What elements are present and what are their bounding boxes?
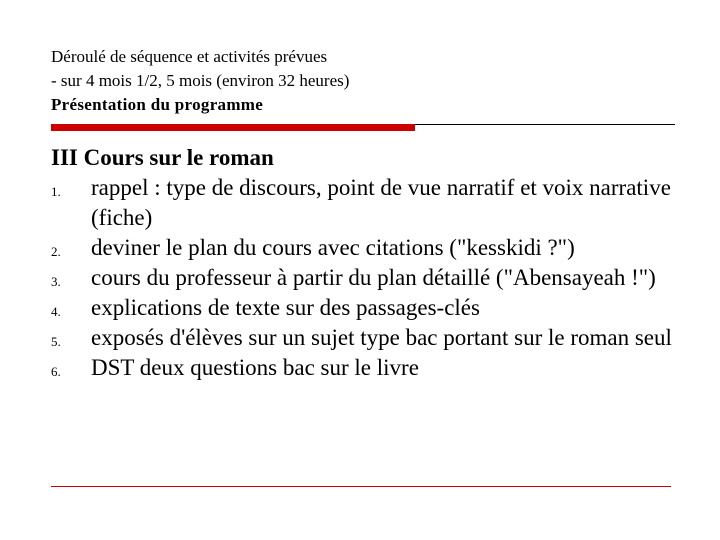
list-item	[51, 263, 691, 293]
list-item	[51, 323, 691, 353]
list-item-text: exposés d'élèves sur un sujet type bac portant sur le roman seul	[91, 325, 672, 350]
activity-list	[51, 173, 691, 383]
footer-divider	[51, 486, 671, 487]
list-item	[51, 173, 691, 233]
list-item-text: DST deux questions bac sur le livre	[91, 355, 419, 380]
list-item-number: 6.	[51, 364, 61, 379]
list-item-number: 4.	[51, 304, 61, 319]
list-item-text: explications de texte sur des passages-clés	[91, 295, 480, 320]
slide-header	[51, 45, 671, 117]
header-line-sequence: Déroulé de séquence et activités prévues	[51, 47, 328, 66]
list-item	[51, 233, 691, 263]
list-item	[51, 293, 691, 323]
list-item-number: 3.	[51, 274, 61, 289]
list-item-text: deviner le plan du cours avec citations ("kesskidi ?")	[91, 235, 575, 260]
list-item-number: 1.	[51, 184, 61, 199]
list-item-text: cours du professeur à partir du plan détaillé ("Abensayeah !")	[91, 265, 656, 290]
slide-content	[51, 143, 691, 383]
header-line-program: Présentation du programme	[51, 95, 264, 114]
list-item-number: 2.	[51, 244, 61, 259]
header-accent-bar	[51, 124, 415, 131]
list-item-number: 5.	[51, 334, 61, 349]
header-line-duration: - sur 4 mois 1/2, 5 mois (environ 32 heures)	[51, 71, 350, 90]
list-item	[51, 353, 691, 383]
list-item-text: rappel : type de discours, point de vue narratif et voix narrative (fiche)	[91, 175, 671, 230]
section-title: III Cours sur le roman	[51, 145, 274, 170]
